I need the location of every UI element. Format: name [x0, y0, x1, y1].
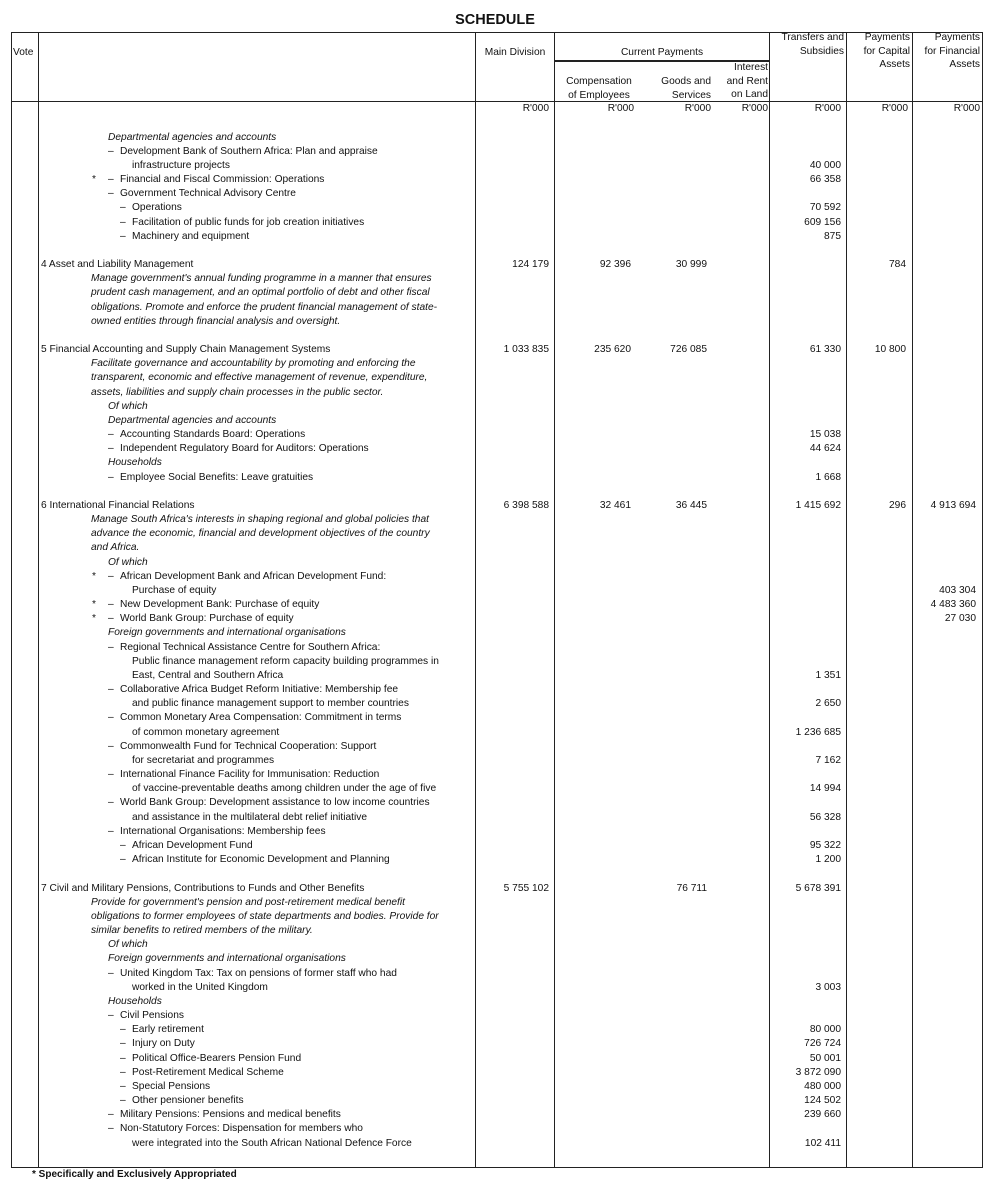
bullet-dash: – — [120, 854, 126, 866]
table-row — [0, 1094, 996, 1108]
bullet-dash: – — [108, 825, 114, 837]
row-label: Independent Regulatory Board for Auditors: Operations — [120, 443, 369, 455]
row-label: African Institute for Economic Development and Planning — [132, 854, 390, 866]
transfers-value: 40 000 — [809, 159, 841, 171]
table-row — [0, 1122, 996, 1136]
row-label: for secretariat and programmes — [132, 754, 275, 766]
row-label: International Finance Facility for Immunisation: Reduction — [120, 769, 380, 781]
bullet-dash: – — [120, 1024, 126, 1036]
bullet-dash: – — [120, 1052, 126, 1064]
bullet-dash: – — [108, 443, 114, 455]
row-label: owned entities through financial analysis and oversight. — [91, 315, 341, 327]
transfers-value: 80 000 — [809, 1024, 841, 1036]
row-label: Injury on Duty — [132, 1038, 195, 1050]
row-label: Political Office-Bearers Pension Fund — [132, 1052, 302, 1064]
transfers-value: 44 624 — [809, 443, 841, 455]
table-row — [0, 626, 996, 640]
transfers-value: 609 156 — [804, 216, 841, 228]
table-row — [0, 258, 996, 272]
transfers-value: 726 724 — [804, 1038, 841, 1050]
table-row — [0, 697, 996, 711]
row-label: obligations. Promote and enforce the prudent financial management of state- — [91, 301, 438, 313]
table-row — [0, 938, 996, 952]
appropriation-marker: * — [92, 570, 96, 582]
row-label: Facilitate governance and accountability by promoting and enforcing the — [91, 358, 416, 370]
table-row — [0, 272, 996, 286]
row-label: and Africa. — [91, 542, 140, 554]
goods-services-value: 30 999 — [675, 259, 707, 271]
bullet-dash: – — [108, 1123, 114, 1135]
transfers-value: 56 328 — [809, 811, 841, 823]
row-label: Collaborative Africa Budget Reform Initiative: Membership fee — [120, 684, 399, 696]
bullet-dash: – — [108, 769, 114, 781]
bullet-dash: – — [108, 599, 114, 611]
transfers-value: 61 330 — [809, 344, 841, 356]
transfers-value: 1 200 — [815, 854, 841, 866]
table-row — [0, 329, 996, 343]
table-row — [0, 1080, 996, 1094]
row-label: 4 Asset and Liability Management — [41, 259, 194, 271]
row-label: infrastructure projects — [132, 159, 230, 171]
bullet-dash: – — [108, 740, 114, 752]
compensation-value: 92 396 — [599, 259, 631, 271]
bullet-dash: – — [120, 1038, 126, 1050]
table-row — [0, 882, 996, 896]
table-row — [0, 995, 996, 1009]
table-row — [0, 286, 996, 300]
row-label: 7 Civil and Military Pensions, Contributions to Funds and Other Benefits — [41, 882, 365, 894]
row-label: Departmental agencies and accounts — [108, 414, 277, 426]
main-division-value: 1 033 835 — [503, 344, 549, 356]
financial-value: 27 030 — [944, 613, 976, 625]
row-label: similar benefits to retired members of the military. — [91, 925, 313, 937]
appropriation-marker: * — [92, 599, 96, 611]
capital-value: 784 — [889, 259, 906, 271]
bullet-dash: – — [108, 1010, 114, 1022]
transfers-value: 50 001 — [809, 1052, 841, 1064]
bullet-dash: – — [108, 684, 114, 696]
bullet-dash: – — [120, 216, 126, 228]
table-row — [0, 513, 996, 527]
row-label: Departmental agencies and accounts — [108, 131, 277, 143]
row-label: Of which — [108, 400, 148, 412]
unit-goods-services: R'000 — [684, 103, 711, 114]
table-row — [0, 967, 996, 981]
row-label: Financial and Fiscal Commission: Operations — [120, 174, 325, 185]
row-label: Machinery and equipment — [132, 230, 250, 242]
table-row — [0, 400, 996, 414]
transfers-value: 102 411 — [804, 1137, 841, 1149]
row-label: Government Technical Advisory Centre — [120, 188, 296, 200]
table-row — [0, 683, 996, 697]
table-row — [0, 754, 996, 768]
row-label: 6 International Financial Relations — [41, 499, 195, 511]
table-row — [0, 981, 996, 995]
row-label: Of which — [108, 939, 148, 951]
table-row — [0, 768, 996, 782]
table-row — [0, 216, 996, 230]
table-row — [0, 541, 996, 555]
unit-compensation: R'000 — [607, 103, 634, 114]
row-label: assets, liabilities and supply chain processes in the public sector. — [91, 386, 384, 398]
transfers-value: 3 872 090 — [795, 1066, 841, 1078]
table-row — [0, 740, 996, 754]
table-row — [0, 1009, 996, 1023]
transfers-value: 1 351 — [815, 669, 841, 681]
row-label: transparent, economic and effective management of revenue, expenditure, — [91, 372, 428, 384]
main-division-value: 124 179 — [512, 259, 549, 271]
table-row — [0, 315, 996, 329]
financial-value: 403 304 — [939, 584, 976, 596]
row-label: Post-Retirement Medical Scheme — [132, 1066, 284, 1078]
header-current-payments: Current Payments — [620, 47, 704, 58]
row-label: 5 Financial Accounting and Supply Chain Management Systems — [41, 344, 331, 356]
table-row — [0, 1108, 996, 1122]
table-row — [0, 201, 996, 215]
table-row — [0, 1052, 996, 1066]
table-row — [0, 612, 996, 626]
transfers-value: 7 162 — [815, 754, 841, 766]
transfers-value: 95 322 — [809, 840, 841, 851]
row-label: obligations to former employees of state departments and bodies. Provide for — [91, 910, 439, 922]
bullet-dash: – — [120, 1095, 126, 1107]
bullet-dash: – — [108, 1109, 114, 1121]
transfers-value: 5 678 391 — [795, 882, 841, 894]
transfers-value: 239 660 — [804, 1109, 841, 1121]
table-row — [0, 456, 996, 470]
transfers-value: 70 592 — [809, 202, 841, 214]
header-vote: Vote — [13, 47, 34, 58]
row-label: Public finance management reform capacity building programmes in — [132, 655, 439, 667]
table-row — [0, 485, 996, 499]
transfers-value: 1 415 692 — [795, 499, 841, 511]
table-row — [0, 343, 996, 357]
row-label: Military Pensions: Pensions and medical benefits — [120, 1109, 341, 1121]
bullet-dash: – — [120, 202, 126, 214]
row-label: African Development Bank and African Development Fund: — [120, 570, 387, 582]
row-label: prudent cash management, and an optimal portfolio of debt and other fiscal — [91, 287, 430, 299]
unit-main-division: R'000 — [522, 103, 549, 114]
table-row — [0, 357, 996, 371]
table-row — [0, 499, 996, 513]
table-row — [0, 371, 996, 385]
row-label: Common Monetary Area Compensation: Commitment in terms — [120, 712, 402, 724]
transfers-value: 124 502 — [804, 1095, 841, 1107]
row-label: Of which — [108, 556, 148, 568]
bullet-dash: – — [108, 613, 114, 625]
row-label: Other pensioner benefits — [132, 1095, 244, 1107]
row-label: of vaccine-preventable deaths among children under the age of five — [132, 783, 437, 795]
bullet-dash: – — [108, 641, 114, 653]
row-label: Facilitation of public funds for job creation initiatives — [132, 216, 365, 228]
header-transfers-subsidies: Transfers and Subsidies — [781, 32, 844, 57]
row-label: Civil Pensions — [120, 1010, 184, 1022]
table-row — [0, 655, 996, 669]
header-capital-assets: Payments for Capital Assets — [863, 32, 910, 70]
header-interest-rent: Interest and Rent on Land — [726, 62, 768, 100]
table-row — [0, 386, 996, 400]
financial-value: 4 913 694 — [930, 499, 976, 511]
unit-interest-rent: R'000 — [741, 103, 768, 114]
table-row — [0, 726, 996, 740]
row-label: Manage South Africa's interests in shaping regional and global policies that — [91, 514, 429, 526]
table-row — [0, 811, 996, 825]
table-row — [0, 173, 996, 187]
table-row — [0, 428, 996, 442]
compensation-value: 32 461 — [599, 499, 631, 511]
table-row — [0, 556, 996, 570]
page-title: SCHEDULE — [455, 12, 535, 28]
compensation-value: 235 620 — [594, 344, 631, 356]
capital-value: 10 800 — [874, 344, 906, 356]
table-row — [0, 867, 996, 881]
table-row — [0, 570, 996, 584]
row-label: Manage government's annual funding programme in a manner that ensures — [91, 273, 432, 285]
bullet-dash: – — [108, 797, 114, 809]
table-row — [0, 853, 996, 867]
transfers-value: 3 003 — [815, 981, 841, 993]
table-row — [0, 711, 996, 725]
row-label: Non-Statutory Forces: Dispensation for members who — [120, 1123, 363, 1135]
table-row — [0, 584, 996, 598]
bullet-dash: – — [108, 174, 114, 185]
transfers-value: 1 668 — [815, 471, 841, 483]
row-label: Foreign governments and international organisations — [108, 953, 346, 965]
row-label: of common monetary agreement — [132, 726, 280, 738]
table-row — [0, 641, 996, 655]
bullet-dash: – — [120, 840, 126, 851]
table-row — [0, 159, 996, 173]
table-row — [0, 244, 996, 258]
row-label: African Development Fund — [132, 840, 253, 851]
bullet-dash: – — [108, 967, 114, 979]
table-row — [0, 442, 996, 456]
row-label: Regional Technical Assistance Centre for Southern Africa: — [120, 641, 381, 653]
table-row — [0, 301, 996, 315]
table-row — [0, 187, 996, 201]
row-label: Foreign governments and international organisations — [108, 627, 346, 639]
table-row — [0, 1137, 996, 1151]
row-label: advance the economic, financial and development objectives of the country — [91, 528, 430, 540]
row-label: International Organisations: Membership fees — [120, 825, 326, 837]
table-row — [0, 1066, 996, 1080]
table-row — [0, 796, 996, 810]
table-row — [0, 839, 996, 853]
row-label: Operations — [132, 202, 182, 214]
bullet-dash: – — [120, 1066, 126, 1078]
row-label: were integrated into the South African National Defence Force — [132, 1137, 412, 1149]
header-main-division: Main Division — [484, 47, 546, 58]
header-financial-assets: Payments for Financial Assets — [924, 32, 980, 70]
bullet-dash: – — [108, 429, 114, 441]
row-label: East, Central and Southern Africa — [132, 669, 284, 681]
transfers-value: 15 038 — [809, 429, 841, 441]
row-label: Provide for government's pension and post-retirement medical benefit — [91, 896, 405, 908]
row-label: World Bank Group: Development assistance to low income countries — [120, 797, 430, 809]
row-label: Purchase of equity — [132, 584, 217, 596]
unit-capital: R'000 — [881, 103, 908, 114]
bullet-dash: – — [120, 230, 126, 242]
main-division-value: 6 398 588 — [503, 499, 549, 511]
bullet-dash: – — [108, 188, 114, 200]
table-row — [0, 782, 996, 796]
table-row — [0, 896, 996, 910]
financial-value: 4 483 360 — [930, 599, 976, 611]
transfers-value: 875 — [824, 230, 841, 242]
table-row — [0, 598, 996, 612]
row-label: Households — [108, 995, 162, 1007]
table-row — [0, 952, 996, 966]
footnote: * Specifically and Exclusively Appropriated — [32, 1169, 237, 1180]
header-compensation: Compensation of Employees — [566, 76, 632, 101]
transfers-value: 480 000 — [804, 1080, 841, 1092]
capital-value: 296 — [889, 499, 906, 511]
row-label: New Development Bank: Purchase of equity — [120, 599, 320, 611]
goods-services-value: 76 711 — [676, 882, 707, 894]
row-label: Employee Social Benefits: Leave gratuities — [120, 471, 314, 483]
table-row — [0, 145, 996, 159]
table-row — [0, 131, 996, 145]
row-label: and assistance in the multilateral debt relief initiative — [132, 811, 368, 823]
row-label: Early retirement — [132, 1024, 204, 1036]
appropriation-marker: * — [92, 613, 96, 625]
table-row — [0, 825, 996, 839]
bullet-dash: – — [108, 145, 114, 157]
transfers-value: 1 236 685 — [795, 726, 841, 738]
row-label: Households — [108, 457, 162, 469]
transfers-value: 2 650 — [815, 698, 841, 710]
row-label: Special Pensions — [132, 1080, 211, 1092]
goods-services-value: 726 085 — [670, 344, 707, 356]
row-label: World Bank Group: Purchase of equity — [120, 613, 294, 625]
table-row — [0, 471, 996, 485]
unit-financial: R'000 — [953, 103, 980, 114]
table-row — [0, 527, 996, 541]
goods-services-value: 36 445 — [675, 499, 707, 511]
main-division-value: 5 755 102 — [503, 882, 549, 894]
row-label: United Kingdom Tax: Tax on pensions of former staff who had — [120, 967, 397, 979]
appropriation-marker: * — [92, 174, 96, 185]
row-label: worked in the United Kingdom — [132, 981, 268, 993]
table-row — [0, 924, 996, 938]
table-row — [0, 669, 996, 683]
row-label: Accounting Standards Board: Operations — [120, 429, 306, 441]
row-label: Development Bank of Southern Africa: Plan and appraise — [120, 145, 378, 157]
table-row — [0, 910, 996, 924]
bullet-dash: – — [108, 712, 114, 724]
table-row — [0, 230, 996, 244]
table-row — [0, 1037, 996, 1051]
table-row — [0, 414, 996, 428]
bullet-dash: – — [120, 1080, 126, 1092]
bullet-dash: – — [108, 471, 114, 483]
row-label: and public finance management support to member countries — [132, 698, 409, 710]
bullet-dash: – — [108, 570, 114, 582]
unit-transfers: R'000 — [814, 103, 841, 114]
header-goods-services: Goods and Services — [661, 76, 711, 101]
transfers-value: 14 994 — [809, 783, 841, 795]
transfers-value: 66 358 — [809, 174, 841, 185]
row-label: Commonwealth Fund for Technical Cooperation: Support — [120, 740, 377, 752]
table-row — [0, 1023, 996, 1037]
